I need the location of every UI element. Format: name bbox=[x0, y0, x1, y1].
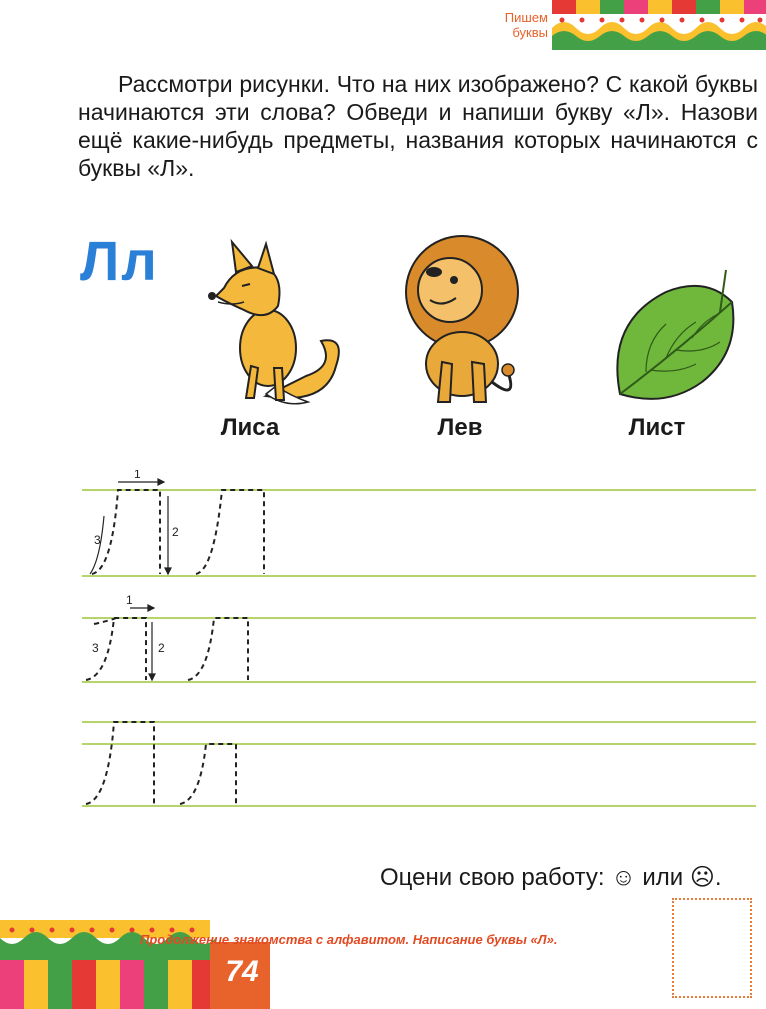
leaf-illustration bbox=[606, 262, 746, 412]
stroke-number: 1 bbox=[126, 593, 133, 607]
stroke-number: 2 bbox=[172, 525, 179, 539]
score-box bbox=[672, 898, 752, 998]
fox-illustration bbox=[196, 236, 346, 416]
writing-practice-area bbox=[0, 470, 766, 810]
stroke-number: 1 bbox=[134, 470, 141, 481]
caption-lion: Лев bbox=[437, 414, 483, 441]
rating-or: или bbox=[642, 864, 684, 891]
frown-icon: ☹ bbox=[689, 864, 715, 891]
footer-caption: Продолжение знакомства с алфавитом. Написание буквы «Л». bbox=[140, 932, 558, 947]
lion-illustration bbox=[400, 232, 530, 412]
trace-letter-l bbox=[180, 744, 236, 804]
trace-letter-l bbox=[196, 490, 264, 574]
stroke-number: 3 bbox=[92, 641, 99, 655]
caption-leaf: Лист bbox=[628, 414, 686, 441]
self-assessment: Оцени свою работу: ☺ или ☹. bbox=[380, 864, 722, 891]
section-label-line2: буквы bbox=[512, 25, 548, 40]
trace-letter-l bbox=[86, 722, 154, 804]
smile-icon: ☺ bbox=[611, 864, 636, 891]
letter-heading: Лл bbox=[80, 229, 159, 292]
stroke-number: 3 bbox=[94, 533, 101, 547]
decorative-header-band bbox=[552, 0, 766, 50]
stroke-number: 2 bbox=[158, 641, 165, 655]
task-instruction: Рассмотри рисунки. Что на них изображено? С какой буквы начинаются эти слова? Обведи и напиши букву «Л». Назови ещё какие-нибудь предметы, названия которых начинаются с буквы «Л». bbox=[78, 71, 758, 181]
page-number: 74 bbox=[225, 955, 259, 988]
section-label-line1: Пишем bbox=[504, 10, 548, 25]
rating-text: Оцени свою работу: bbox=[380, 864, 605, 891]
section-label bbox=[484, 10, 548, 40]
caption-fox: Лиса bbox=[220, 414, 280, 441]
trace-letter-l bbox=[188, 618, 248, 680]
